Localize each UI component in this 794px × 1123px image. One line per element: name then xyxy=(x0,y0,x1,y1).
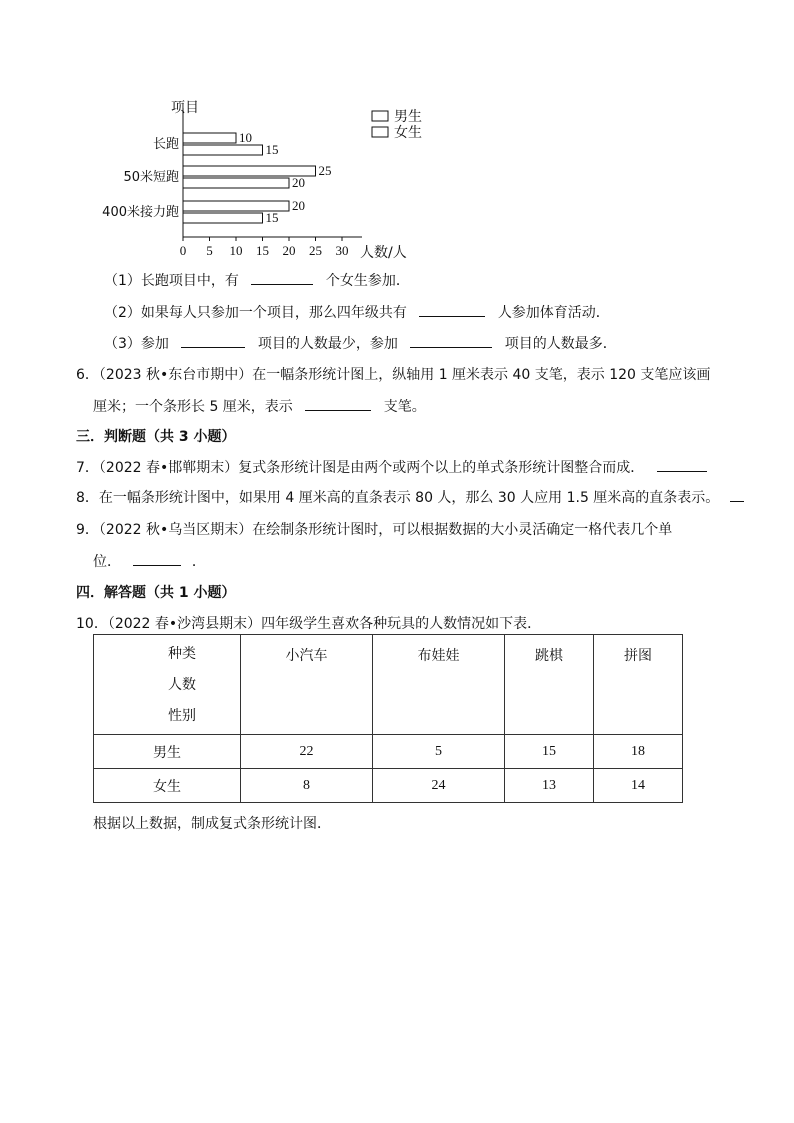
bar-value-label: 20 xyxy=(292,198,305,213)
x-tick-label: 25 xyxy=(309,243,322,258)
x-tick-label: 5 xyxy=(206,243,213,258)
q9-line1: 9．（2022 秋•乌当区期末）在绘制条形统计图时，可以根据数据的大小灵活确定一格代表几个单 xyxy=(76,522,673,538)
table-cell: 8 xyxy=(241,769,373,803)
corner-label-kind: 种类 xyxy=(168,646,196,662)
table-corner-cell xyxy=(94,635,241,735)
bar-girls xyxy=(183,145,263,155)
q5-sub3-a: （3）参加 xyxy=(104,336,169,352)
answer-blank[interactable] xyxy=(181,333,245,348)
x-tick-label: 0 xyxy=(179,243,187,258)
bar-value-label: 15 xyxy=(265,210,279,225)
q5-sub2-end: 人参加体育活动． xyxy=(497,305,610,321)
column-header: 布娃娃 xyxy=(372,635,504,735)
bar-value-label: 20 xyxy=(292,175,305,190)
q6-line2 xyxy=(93,396,426,416)
legend-swatch xyxy=(372,127,388,137)
q8-text: 8．在一幅条形统计图中，如果用 4 厘米高的直条表示 80 人，那么 30 人应用 1.5 厘米高的直条表示。 xyxy=(76,490,720,506)
q10-instruction: 根据以上数据，制成复式条形统计图． xyxy=(93,816,331,832)
q5-sub3-c: 项目的人数最多． xyxy=(504,336,617,352)
column-header: 跳棋 xyxy=(504,635,593,735)
q10: 10．（2022 春•沙湾县期末）四年级学生喜欢各种玩具的人数情况如下表． xyxy=(76,616,542,632)
table-cell: 5 xyxy=(372,735,504,769)
category-label: 50米短跑 xyxy=(123,170,179,185)
q7 xyxy=(76,457,707,477)
q9-line2-b: ． xyxy=(191,554,206,570)
column-header: 拼图 xyxy=(593,635,682,735)
x-tick-label: 15 xyxy=(256,243,269,258)
table-cell: 22 xyxy=(241,735,373,769)
answer-blank[interactable] xyxy=(305,396,371,411)
table-cell: 18 xyxy=(593,735,682,769)
bar-value-label: 25 xyxy=(318,163,332,178)
corner-label-gender: 性别 xyxy=(168,708,196,724)
table-cell: 14 xyxy=(593,769,682,803)
row-label: 男生 xyxy=(94,735,241,769)
section-heading-4: 四．解答题（共 1 小题） xyxy=(76,585,236,601)
answer-blank[interactable] xyxy=(410,333,492,348)
bar-boys xyxy=(183,133,236,143)
bar-girls xyxy=(183,213,263,223)
q6-line2-b: 支笔。 xyxy=(383,399,426,415)
q5-sub2-text: （2）如果每人只参加一个项目，那么四年级共有 xyxy=(104,305,407,321)
q5-sub3-b: 项目的人数最少，参加 xyxy=(257,336,398,352)
q5-sub1-text: （1）长跑项目中，有 xyxy=(104,273,239,289)
x-axis-title: 人数/人 xyxy=(360,245,407,261)
x-tick-label: 20 xyxy=(282,243,296,258)
table-row xyxy=(94,769,683,803)
table-cell: 13 xyxy=(504,769,593,803)
q9-line2-a: 位． xyxy=(93,554,121,570)
q5-sub1-end: 个女生参加． xyxy=(325,273,410,289)
category-label: 400米接力跑 xyxy=(102,205,179,220)
x-tick-label: 30 xyxy=(335,243,349,258)
q7-text: 7．（2022 春•邯郸期末）复式条形统计图是由两个或两个以上的单式条形统计图整合而成． xyxy=(76,460,645,476)
answer-blank[interactable] xyxy=(251,270,313,285)
row-label: 女生 xyxy=(94,769,241,803)
q5-sub3 xyxy=(104,333,617,353)
column-header: 小汽车 xyxy=(241,635,373,735)
section-heading-3: 三．判断题（共 3 小题） xyxy=(76,429,236,445)
answer-blank[interactable] xyxy=(133,551,181,566)
legend-swatch xyxy=(372,111,388,121)
category-label: 长跑 xyxy=(152,137,179,152)
q6-line2-a: 厘米；一个条形长 5 厘米，表示 xyxy=(93,399,293,415)
q6-line1: 6．（2023 秋•东台市期中）在一幅条形统计图上，纵轴用 1 厘米表示 40 支笔，表示 120 支笔应该画 xyxy=(76,367,711,383)
bar-value-label: 15 xyxy=(265,142,279,157)
corner-label-count: 人数 xyxy=(168,677,196,693)
bar-value-label: 10 xyxy=(239,130,252,145)
bar-girls xyxy=(183,178,289,188)
table-cell: 15 xyxy=(504,735,593,769)
toy-preference-table xyxy=(93,634,683,803)
y-axis-title: 项目 xyxy=(171,100,199,116)
q8 xyxy=(76,487,744,507)
answer-blank[interactable] xyxy=(657,457,707,472)
legend-label: 女生 xyxy=(394,125,422,141)
table-header-row xyxy=(94,635,683,735)
legend-label: 男生 xyxy=(394,109,422,125)
answer-blank[interactable] xyxy=(419,302,485,317)
table-cell: 24 xyxy=(372,769,504,803)
bar-chart xyxy=(80,88,460,268)
answer-blank[interactable] xyxy=(730,487,744,502)
q5-sub2 xyxy=(104,302,610,322)
q9-line2 xyxy=(93,551,206,571)
x-tick-label: 10 xyxy=(229,243,243,258)
table-row xyxy=(94,735,683,769)
q5-sub1 xyxy=(104,270,410,290)
